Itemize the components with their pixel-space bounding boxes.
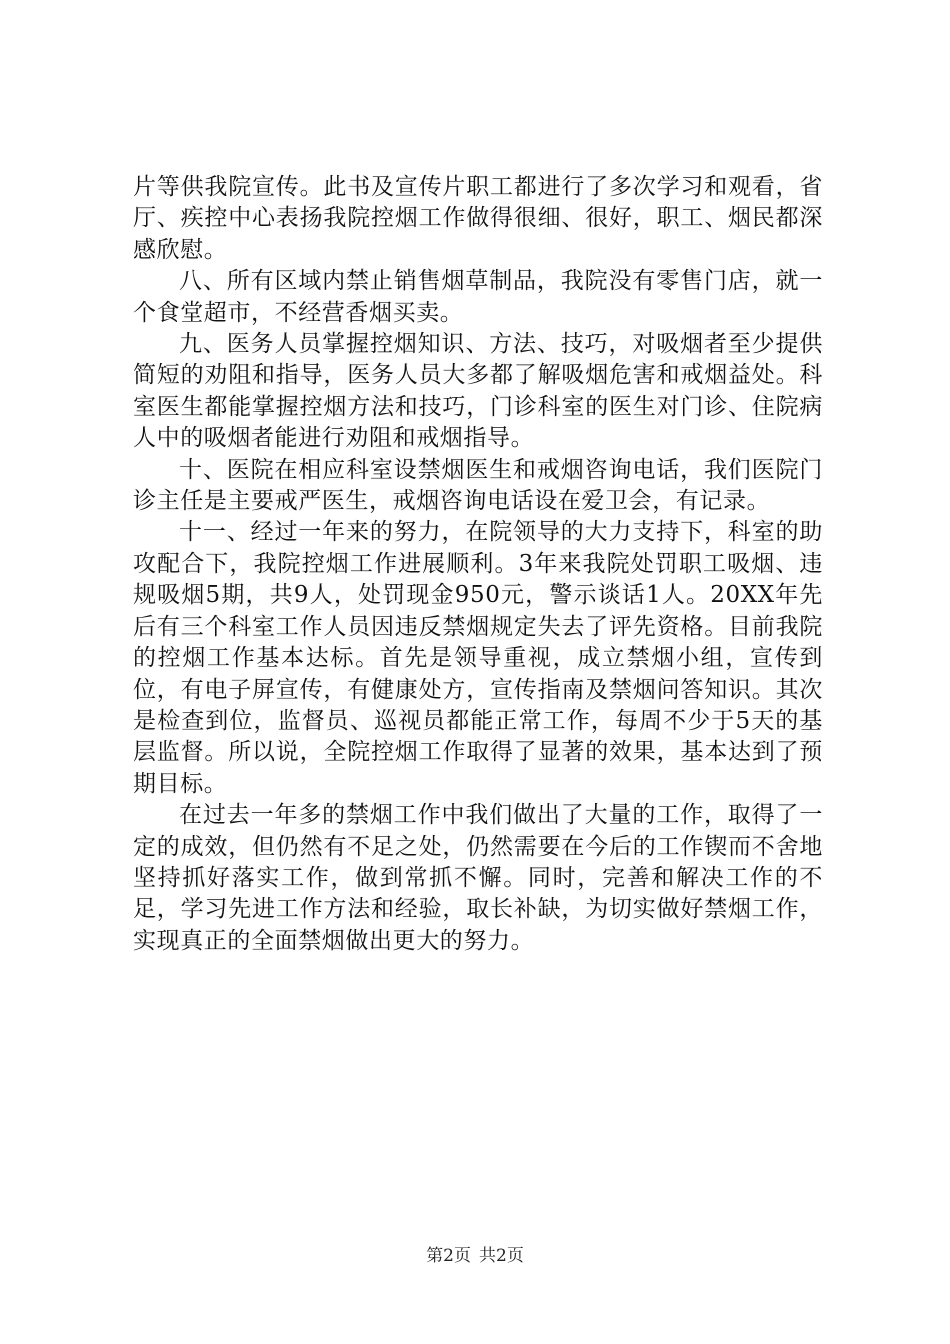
paragraph-conclusion: 在过去一年多的禁烟工作中我们做出了大量的工作，取得了一定的成效，但仍然有不足之处，仍然需要在今后的工作锲而不舍地坚持抓好落实工作，做到常抓不懈。同时，完善和解决工作的不足，学习先进工作方法和经验，取长补缺，为切实做好禁烟工作，实现真正的全面禁烟做出更大的努力。 [133, 802, 823, 954]
page-number: 第2页 [426, 1246, 471, 1266]
paragraph-item-9: 九、医务人员掌握控烟知识、方法、技巧，对吸烟者至少提供简短的劝阻和指导，医务人员大多都了解吸烟危害和戒烟益处。科室医生都能掌握控烟方法和技巧，门诊科室的医生对门诊、住院病人中的吸烟者能进行劝阻和戒烟指导。 [133, 331, 823, 452]
paragraph-item-8: 八、所有区域内禁止销售烟草制品，我院没有零售门店，就一个食堂超市，不经营香烟买卖。 [133, 268, 823, 326]
page-total: 共2页 [479, 1246, 524, 1266]
document-body [133, 172, 823, 957]
paragraph-item-11: 十一、经过一年来的努力，在院领导的大力支持下，科室的助攻配合下，我院控烟工作进展顺利。3年来我院处罚职工吸烟、违规吸烟5期，共9人，处罚现金950元，警示谈话1人。20XX年先后有三个科室工作人员因违反禁烟规定失去了评先资格。目前我院的控烟工作基本达标。首先是领导重视，成立禁烟小组，宣传到位，有电子屏宣传，有健康处方，宣传指南及禁烟问答知识。其次是检查到位，监督员、巡视员都能正常工作，每周不少于5天的基层监督。所以说，全院控烟工作取得了显著的效果，基本达到了预期目标。 [133, 519, 823, 797]
paragraph-item-10: 十、医院在相应科室设禁烟医生和戒烟咨询电话，我们医院门诊主任是主要戒严医生，戒烟咨询电话设在爱卫会，有记录。 [133, 456, 823, 515]
paragraph-continuation: 片等供我院宣传。此书及宣传片职工都进行了多次学习和观看，省厅、疾控中心表扬我院控烟工作做得很细、很好，职工、烟民都深感欣慰。 [133, 174, 823, 263]
page-footer [0, 1245, 950, 1267]
